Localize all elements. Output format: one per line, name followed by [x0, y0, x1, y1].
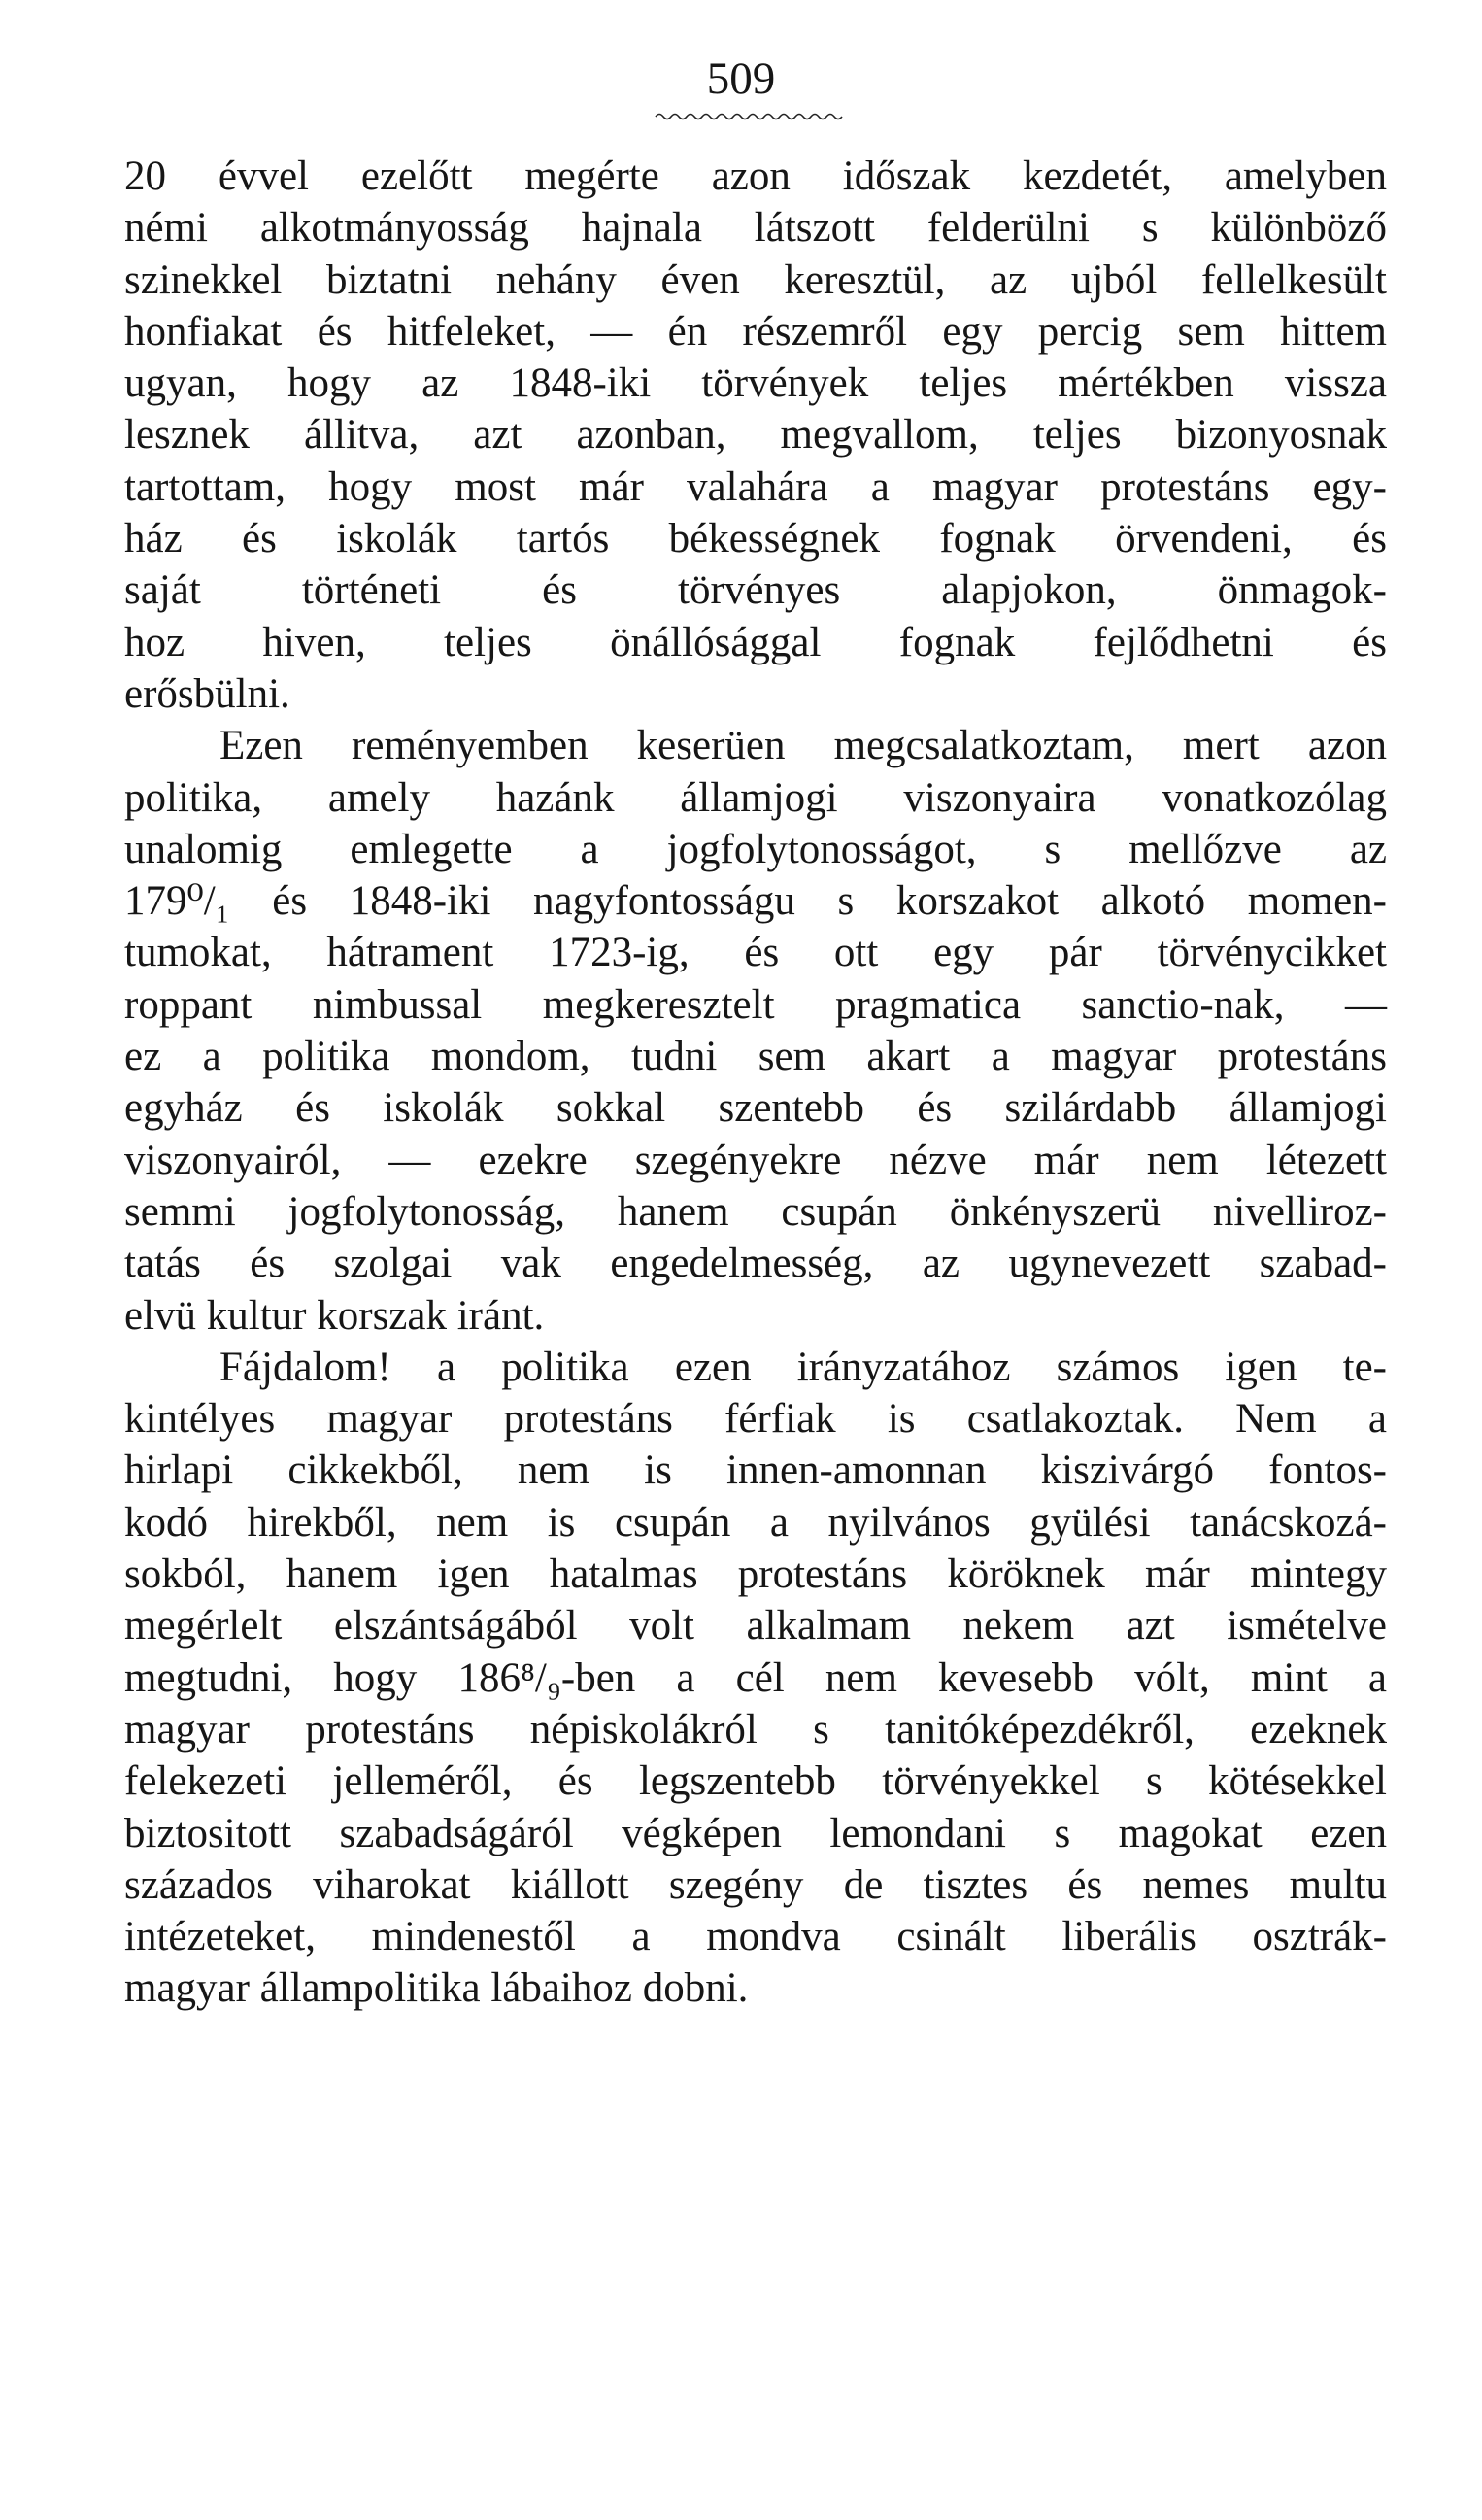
text-line: Fájdalom! a politika ezen irányzatához számos igen te- — [219, 1344, 1387, 1390]
text-line: tatás és szolgai vak engedelmesség, az ugynevezett szabad- — [124, 1241, 1387, 1287]
text-line: honfiakat és hitfeleket, — én részemről egy percig sem hittem — [124, 308, 1387, 355]
text-line: saját történeti és törvényes alapjokon, önmagok- — [124, 567, 1387, 614]
text-line: 20 évvel ezelőtt megérte azon időszak kezdetét, amelyben — [124, 153, 1387, 199]
text-line: elvü kultur korszak iránt. — [124, 1292, 545, 1339]
text-line: kintélyes magyar protestáns férfiak is csatlakoztak. Nem a — [124, 1396, 1387, 1443]
paragraph-1 — [124, 151, 1387, 720]
text-line: hirlapi cikkekből, nem is innen-amonnan kiszivárgó fontos- — [124, 1447, 1387, 1494]
text-line: 179⁰/₁ és 1848-iki nagyfontosságu s korszakot alkotó momen- — [124, 878, 1387, 925]
text-line: unalomig emlegette a jogfolytonosságot, s mellőzve az — [124, 826, 1387, 872]
text-line: hoz hiven, teljes önállósággal fognak fejlődhetni és — [124, 619, 1387, 665]
page-number: 509 — [706, 53, 776, 104]
text-line: tartottam, hogy most már valahára a magyar protestáns egy- — [124, 463, 1387, 510]
text-line: százados viharokat kiállott szegény de tisztes és nemes multu — [124, 1861, 1387, 1908]
text-line: némi alkotmányosság hajnala látszott felderülni s különböző — [124, 205, 1387, 252]
text-line: sokból, hanem igen hatalmas protestáns köröknek már mintegy — [124, 1551, 1387, 1598]
text-line: tumokat, hátrament 1723-ig, és ott egy pár törvénycikket — [124, 930, 1387, 976]
text-line: megérlelt elszántságából volt alkalmam nekem azt ismételve — [124, 1603, 1387, 1650]
text-line: megtudni, hogy 186⁸/₉-ben a cél nem kevesebb vólt, mint a — [124, 1654, 1387, 1701]
text-line: roppant nimbussal megkeresztelt pragmatica sanctio-nak, — — [124, 981, 1387, 1028]
text-line: Ezen reményemben keserüen megcsalatkoztam, mert azon — [219, 723, 1387, 769]
text-line: viszonyairól, — ezekre szegényekre nézve már nem létezett — [124, 1137, 1387, 1183]
text-line: politika, amely hazánk államjogi viszonyaira vonatkozólag — [124, 774, 1387, 821]
text-line: erősbülni. — [124, 670, 290, 717]
text-line: ez a politika mondom, tudni sem akart a magyar protestáns — [124, 1034, 1387, 1080]
text-line: kodó hirekből, nem is csupán a nyilvános gyülési tanácskozá- — [124, 1499, 1387, 1546]
body-text — [124, 151, 1387, 2015]
paragraph-2 — [124, 720, 1387, 1342]
text-line: felekezeti jelleméről, és legszentebb törvényekkel s kötésekkel — [124, 1758, 1387, 1805]
text-line: szinekkel biztatni nehány éven keresztül, az ujból fellelkesült — [124, 256, 1387, 303]
text-line: lesznek állitva, azt azonban, megvallom, teljes bizonyosnak — [124, 412, 1387, 459]
text-line: ugyan, hogy az 1848-iki törvények teljes mértékben vissza — [124, 360, 1387, 407]
text-line: ház és iskolák tartós békességnek fognak örvendeni, és — [124, 516, 1387, 562]
text-line: semmi jogfolytonosság, hanem csupán önkényszerü nivelliroz- — [124, 1188, 1387, 1235]
text-line: magyar állampolitika lábaihoz dobni. — [124, 1965, 749, 2012]
text-line: intézeteket, mindenestől a mondva csinált liberális osztrák- — [124, 1914, 1387, 1960]
text-line: magyar protestáns népiskolákról s tanitóképezdékről, ezeknek — [124, 1706, 1387, 1753]
paragraph-3 — [124, 1342, 1387, 2015]
ornament-rule — [654, 109, 848, 124]
text-line: egyház és iskolák sokkal szentebb és szilárdabb államjogi — [124, 1085, 1387, 1132]
text-line: biztositott szabadságáról végképen lemondani s magokat ezen — [124, 1810, 1387, 1856]
